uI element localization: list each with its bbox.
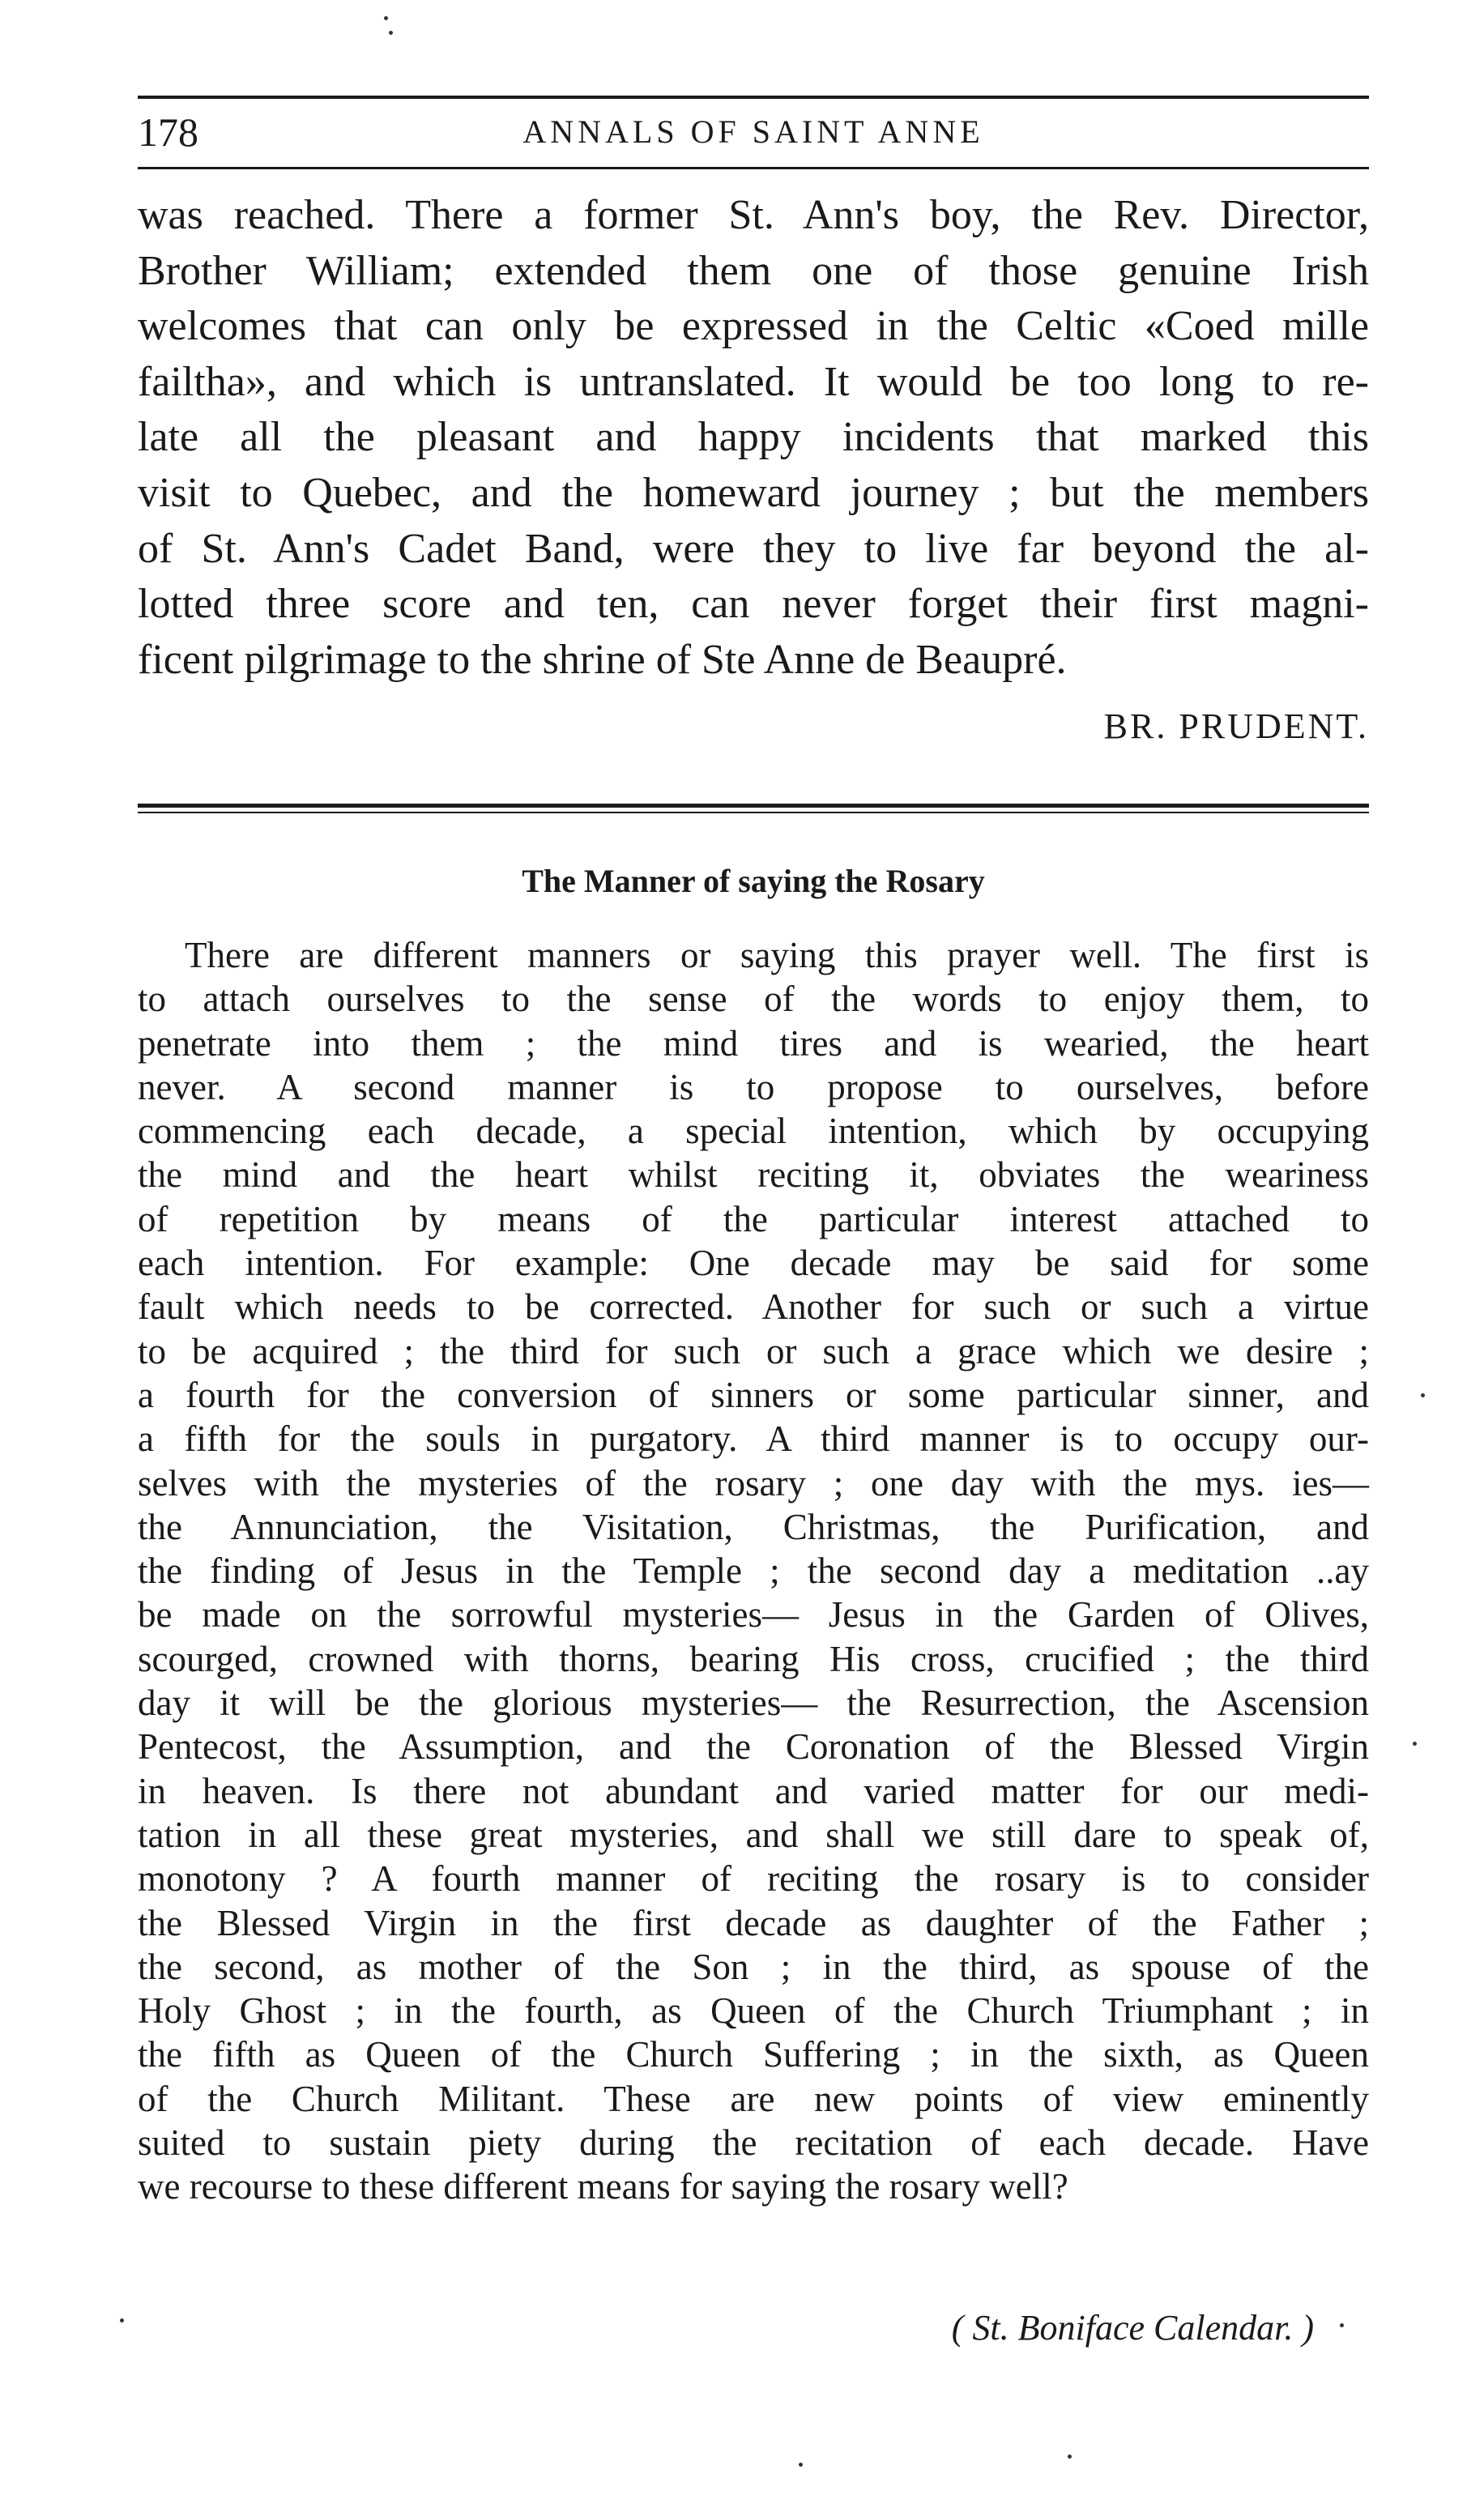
text-line: Holy Ghost ; in the fourth, as Queen of the Church Triumphant ; in [138, 1990, 1369, 2032]
text-line: fault which needs to be corrected. Another for such or such a virtue [138, 1286, 1369, 1328]
text-line: scourged, crowned with thorns, bearing His cross, crucified ; the third [138, 1638, 1369, 1679]
text-line: suited to sustain piety during the recitation of each decade. Have [138, 2122, 1369, 2164]
ink-speck [1340, 2323, 1344, 2327]
text-line: There are different manners or saying this prayer well. The first is [185, 935, 1369, 975]
ink-speck [1413, 1742, 1417, 1746]
text-line: to attach ourselves to the sense of the words to enjoy them, to [138, 979, 1369, 1020]
text-line: visit to Quebec, and the homeward journey ; but the members [138, 469, 1369, 516]
text-line: the finding of Jesus in the Temple ; the second day a meditation ..ay [138, 1550, 1369, 1592]
text-line: tation in all these great mysteries, and shall we still dare to speak of, [138, 1814, 1369, 1855]
article-title: The Manner of saying the Rosary [522, 863, 985, 899]
text-line: day it will be the glorious mysteries— the Resurrection, the Ascension [138, 1683, 1369, 1724]
source-citation: ( St. Boniface Calendar. ) [951, 2308, 1314, 2348]
ink-speck [384, 16, 388, 20]
text-line: the mind and the heart whilst reciting it, obviates the weariness [138, 1154, 1369, 1196]
text-line: to be acquired ; the third for such or such a grace which we desire ; [138, 1330, 1369, 1371]
divider-thin-rule [138, 812, 1369, 813]
text-line: penetrate into them ; the mind tires and is wearied, the heart [138, 1022, 1369, 1064]
text-line: lotted three score and ten, can never forget their first magni- [138, 581, 1369, 628]
text-line: of repetition by means of the particular interest attached to [138, 1198, 1369, 1239]
text-line: the Annunciation, the Visitation, Christmas, the Purification, and [138, 1506, 1369, 1547]
running-header [138, 104, 1369, 160]
page-number: 178 [138, 109, 198, 155]
text-line: we recourse to these different means for saying the rosary well? [138, 2166, 1068, 2207]
text-line: a fourth for the conversion of sinners or some particular sinner, and [138, 1374, 1369, 1415]
ink-speck [799, 2463, 803, 2467]
text-line: failtha», and which is untranslated. It would be too long to re- [138, 358, 1369, 405]
text-line: each intention. For example: One decade may be said for some [138, 1243, 1369, 1284]
ink-speck [1421, 1393, 1425, 1397]
text-line: in heaven. Is there not abundant and varied matter for our medi- [138, 1770, 1369, 1811]
text-line: the fifth as Queen of the Church Suffering ; in the sixth, as Queen [138, 2034, 1369, 2075]
text-line: of the Church Militant. These are new points of view eminently [138, 2078, 1369, 2119]
ink-speck [1068, 2455, 1072, 2459]
ink-speck [389, 31, 393, 35]
header-bottom-rule [138, 167, 1369, 169]
article-body [138, 933, 1369, 2209]
running-title: ANNALS OF SAINT ANNE [522, 113, 984, 150]
text-line: Brother William; extended them one of those genuine Irish [138, 247, 1369, 294]
text-line: never. A second manner is to propose to ourselves, before [138, 1066, 1369, 1107]
text-line: welcomes that can only be expressed in the Celtic «Coed mille [138, 303, 1369, 350]
text-line: of St. Ann's Cadet Band, were they to live far beyond the al- [138, 525, 1369, 572]
header-top-rule [138, 96, 1369, 99]
text-line: a fifth for the souls in purgatory. A third manner is to occupy our- [138, 1418, 1369, 1460]
text-line: the Blessed Virgin in the first decade as daughter of the Father ; [138, 1902, 1369, 1943]
continued-article-text [138, 188, 1369, 688]
section-divider [138, 802, 1369, 818]
text-line: Pentecost, the Assumption, and the Coronation of the Blessed Virgin [138, 1726, 1369, 1768]
text-line: be made on the sorrowful mysteries— Jesus in the Garden of Olives, [138, 1594, 1369, 1636]
text-line: commencing each decade, a special intention, which by occupying [138, 1111, 1369, 1152]
text-line: ficent pilgrimage to the shrine of Ste Anne de Beaupré. [138, 636, 1067, 683]
text-line: monotony ? A fourth manner of reciting the rosary is to consider [138, 1858, 1369, 1900]
author-signature: BR. PRUDENT. [1103, 706, 1369, 746]
ink-speck [120, 2318, 124, 2322]
text-line: was reached. There a former St. Ann's boy, the Rev. Director, [138, 192, 1369, 238]
text-line: selves with the mysteries of the rosary ; one day with the mys. ies— [138, 1462, 1369, 1504]
divider-thick-rule [138, 804, 1369, 808]
text-line: the second, as mother of the Son ; in the third, as spouse of the [138, 1946, 1369, 1987]
text-line: late all the pleasant and happy incidents that marked this [138, 414, 1369, 461]
